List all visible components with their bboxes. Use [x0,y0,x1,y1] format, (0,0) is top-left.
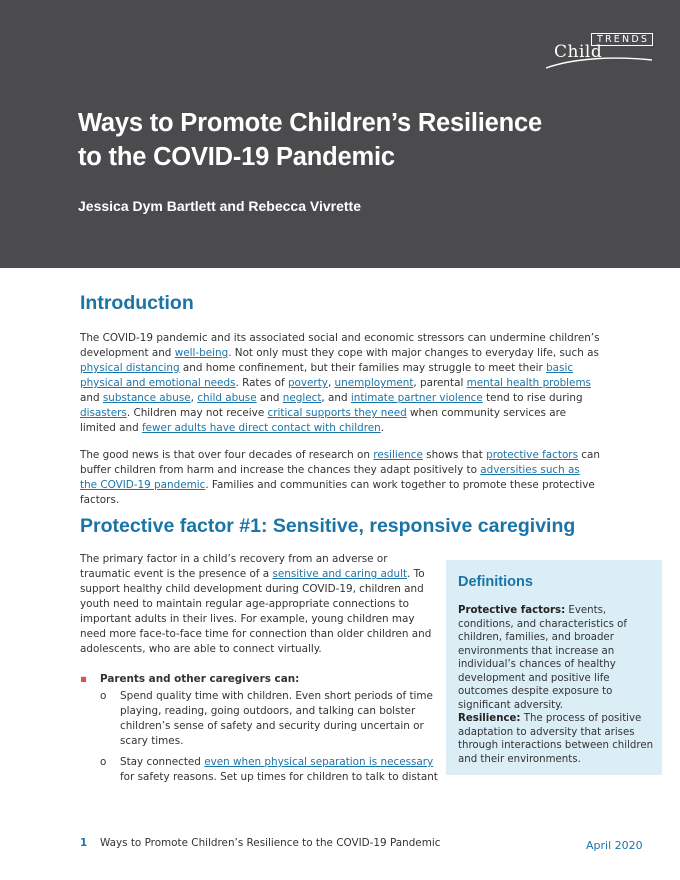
sub-bullet-stay-connected-text [120,755,438,785]
inline-link[interactable]: sensitive and caring adult [272,568,408,580]
title-line-2: to the COVID-19 Pandemic [78,143,395,171]
definition-protective-factors [458,604,654,712]
authors: Jessica Dym Bartlett and Rebecca Vivrette [78,198,361,214]
bullet-square-icon: ▪ [80,673,88,685]
inline-link[interactable]: fewer adults have direct contact with children [142,422,381,434]
definitions-box [446,560,662,775]
inline-link[interactable]: well-being [174,347,229,359]
intro-paragraph-1 [80,331,600,436]
text-run: . Children may not receive [126,407,268,419]
inline-link[interactable]: intimate partner violence [350,392,483,404]
inline-link[interactable]: physical distancing [80,362,180,374]
definitions-heading: Definitions [458,574,533,590]
footer-title: Ways to Promote Children’s Resilience to the COVID-19 Pandemic [100,837,441,849]
inline-link[interactable]: child abuse [197,392,257,404]
definition-text: The process of positive adaptation to adversity that arises through interactions between children and their environments. [458,713,654,765]
text-run: can buffer children from harm and increase the chances they adapt positively to [80,449,600,476]
page-title [78,106,638,174]
sub-bullet-circle-icon: o [100,690,107,702]
definition-term: Protective factors: [458,605,566,616]
logo-swoosh-icon [544,56,654,70]
sub-bullet-circle-icon: o [100,756,107,768]
intro-paragraph-2 [80,448,600,508]
text-run: Stay connected [120,756,205,768]
text-run: The primary factor in a child’s recovery from an adverse or traumatic event is the presence of a [80,553,388,580]
definition-term: Resilience: [458,713,521,724]
text-run: . [380,422,385,434]
logo-child-text: Child [554,42,603,62]
inline-link[interactable]: poverty [287,377,328,389]
text-run: , parental [413,377,467,389]
text-run: The COVID-19 pandemic and its associated social and economic stressors can undermine children’s development and [80,332,600,359]
logo-trends-text: TRENDS [591,33,653,46]
inline-link[interactable]: unemployment [334,377,414,389]
factor1-heading: Protective factor #1: Sensitive, responsive caregiving [80,515,576,537]
text-run: The good news is that over four decades of research on [80,449,374,461]
inline-link[interactable]: critical supports they need [267,407,407,419]
text-run: and [256,392,283,404]
definition-text: Events, conditions, and characteristics of children, families, and broader environments that increase an individual’s chances of healthy development and positive life outcomes despite exposure to significant adversity. [458,605,628,711]
cover-header [0,0,680,268]
text-run: shows that [422,449,487,461]
text-run: for safety reasons. Set up times for children to talk to distant [120,771,438,783]
text-run: and home confinement, but their families may struggle to meet their [179,362,547,374]
text-run: , [190,392,198,404]
text-run: and [80,392,103,404]
caregivers-bullet-label: Parents and other caregivers can: [100,673,300,685]
child-trends-logo [544,30,664,70]
text-run: , [327,377,335,389]
text-run: tend to rise during [482,392,583,404]
inline-link[interactable]: mental health problems [466,377,591,389]
definition-resilience [458,712,654,766]
text-run: . To support healthy child development during COVID-19, children and youth need to maintain regular age-appropriate connections to important adults in their lives. For example, young children may need more face-to-face time for connection than older children and adolescents, who are able to connect virtually. [80,568,432,655]
title-line-1: Ways to Promote Children’s Resilience [78,109,543,137]
inline-link[interactable]: protective factors [486,449,578,461]
sub-bullet-quality-time-text [120,689,438,749]
text-run: . Rates of [235,377,288,389]
inline-link[interactable]: substance abuse [102,392,191,404]
inline-link[interactable]: adversities such as the COVID-19 pandemic [80,464,580,491]
text-run: Spend quality time with children. Even short periods of time playing, reading, going outdoors, and talking can bolster children’s sense of safety and security during uncertain or scary times. [120,690,433,747]
inline-link[interactable]: neglect [282,392,322,404]
factor1-paragraph [80,552,436,657]
inline-link[interactable]: even when physical separation is necessary [204,756,434,768]
text-run: when community services are limited and [80,407,567,434]
page-number: 1 [80,837,88,849]
inline-link[interactable]: basic physical and emotional needs [80,362,574,389]
publication-date: April 2020 [586,839,643,852]
text-run: . Not only must they cope with major changes to everyday life, such as [228,347,599,359]
text-run: , and [321,392,351,404]
intro-heading: Introduction [80,292,194,314]
text-run: . Families and communities can work together to promote these protective factors. [80,479,595,506]
inline-link[interactable]: resilience [373,449,423,461]
inline-link[interactable]: disasters [80,407,127,419]
